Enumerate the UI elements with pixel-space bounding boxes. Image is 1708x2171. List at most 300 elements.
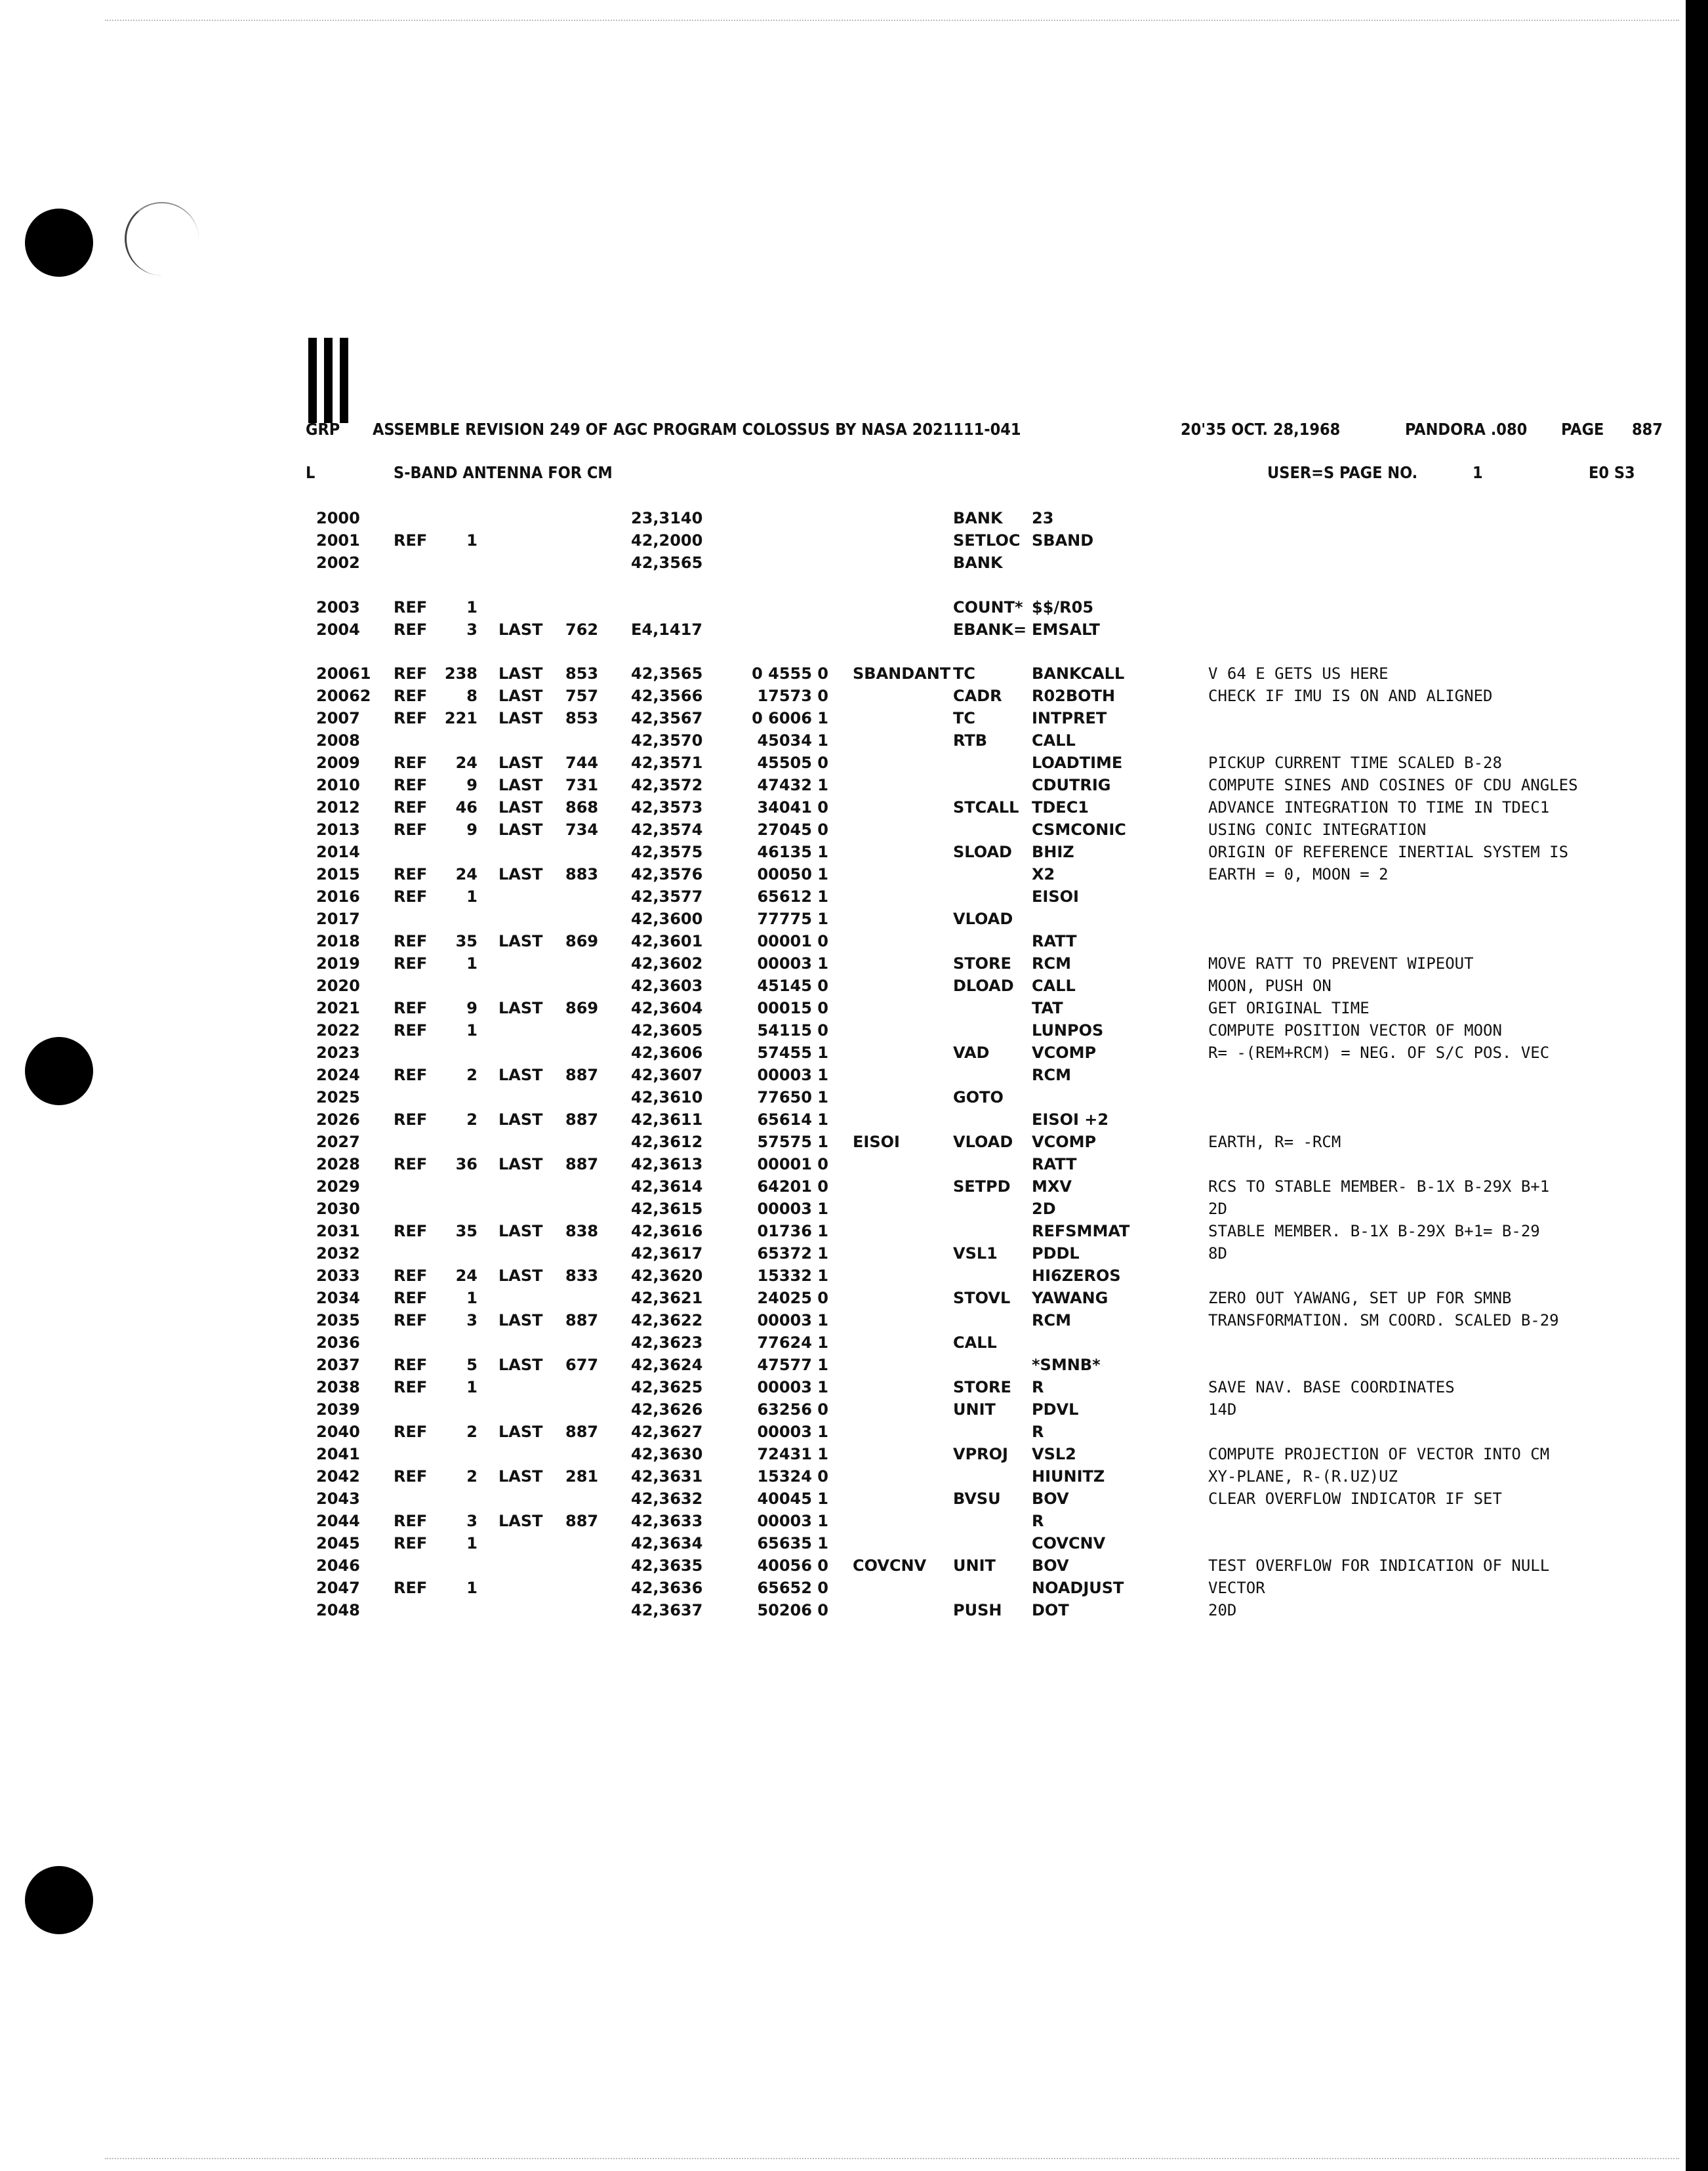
- cell-addr: 42,3601: [631, 932, 703, 950]
- cell-seq: 2035: [316, 1311, 360, 1329]
- cell-cnt: 3: [466, 1512, 478, 1530]
- cell-addr: 42,3621: [631, 1289, 703, 1307]
- cell-seq: 2014: [316, 843, 360, 861]
- cell-addr: 42,3565: [631, 664, 703, 683]
- cell-lbl: COVCNV: [853, 1556, 927, 1575]
- cell-code: 15332 1: [757, 1267, 828, 1285]
- cell-lnum: 677: [565, 1356, 599, 1374]
- cell-cmt: COMPUTE SINES AND COSINES OF CDU ANGLES: [1208, 776, 1578, 794]
- cell-opr: RATT: [1032, 1155, 1077, 1173]
- cell-last: LAST: [498, 1267, 543, 1285]
- cell-cnt: 2: [466, 1423, 478, 1441]
- cell-code: 47577 1: [757, 1356, 828, 1374]
- section-title: S-BAND ANTENNA FOR CM: [394, 463, 613, 482]
- listing-row: [0, 1177, 1679, 1200]
- cell-lnum: 868: [565, 798, 599, 817]
- cell-opr: EMSALT: [1032, 620, 1100, 639]
- cell-seq: 2000: [316, 509, 360, 527]
- cell-cmt: PICKUP CURRENT TIME SCALED B-28: [1208, 754, 1502, 772]
- listing-row: [0, 1356, 1679, 1378]
- cell-ref: REF: [394, 754, 428, 772]
- cell-addr: 42,3603: [631, 977, 703, 995]
- cell-opr: BOV: [1032, 1490, 1069, 1508]
- cell-ref: REF: [394, 664, 428, 683]
- cell-code: 45505 0: [757, 754, 828, 772]
- cell-cmt: RCS TO STABLE MEMBER- B-1X B-29X B+1: [1208, 1177, 1550, 1196]
- cell-addr: 42,3611: [631, 1110, 703, 1129]
- cell-code: 54115 0: [757, 1021, 828, 1040]
- cell-op: EBANK=: [953, 620, 1027, 639]
- cell-cmt: 2D: [1208, 1200, 1227, 1218]
- cell-addr: 42,3605: [631, 1021, 703, 1040]
- cell-cmt: VECTOR: [1208, 1579, 1265, 1597]
- cell-code: 0 4555 0: [752, 664, 828, 683]
- cell-addr: 42,3577: [631, 887, 703, 906]
- cell-cmt: TEST OVERFLOW FOR INDICATION OF NULL: [1208, 1556, 1550, 1575]
- listing-row: [0, 687, 1679, 709]
- cell-cmt: ADVANCE INTEGRATION TO TIME IN TDEC1: [1208, 798, 1550, 817]
- cell-ref: REF: [394, 598, 428, 617]
- cell-seq: 2043: [316, 1490, 360, 1508]
- cell-cnt: 46: [455, 798, 478, 817]
- cell-addr: 42,3622: [631, 1311, 703, 1329]
- listing-row: [0, 1423, 1679, 1445]
- cell-cmt: XY-PLANE, R-(R.UZ)UZ: [1208, 1467, 1398, 1486]
- cell-op: TC: [953, 664, 975, 683]
- cell-addr: 42,3566: [631, 687, 703, 705]
- cell-code: 00001 0: [757, 1155, 828, 1173]
- cell-lnum: 887: [565, 1155, 599, 1173]
- cell-code: 00015 0: [757, 999, 828, 1017]
- cell-cmt: 20D: [1208, 1601, 1237, 1619]
- listing-row: [0, 798, 1679, 821]
- cell-addr: 42,3625: [631, 1378, 703, 1396]
- cell-seq: 20062: [316, 687, 371, 705]
- cell-addr: 42,3637: [631, 1601, 703, 1619]
- cell-op: VSL1: [953, 1244, 998, 1263]
- cell-ref: REF: [394, 1512, 428, 1530]
- cell-op: STCALL: [953, 798, 1019, 817]
- cell-op: STOVL: [953, 1289, 1011, 1307]
- cell-ref: REF: [394, 1267, 428, 1285]
- cell-ref: REF: [394, 1356, 428, 1374]
- cell-code: 77775 1: [757, 910, 828, 928]
- listing-row: [0, 776, 1679, 798]
- cell-code: 24025 0: [757, 1289, 828, 1307]
- cell-opr: VCOMP: [1032, 1133, 1097, 1151]
- listing-row: [0, 1378, 1679, 1400]
- listing-row: [0, 1311, 1679, 1333]
- cell-cnt: 9: [466, 821, 478, 839]
- cell-code: 77650 1: [757, 1088, 828, 1106]
- cell-opr: TDEC1: [1032, 798, 1089, 817]
- cell-cnt: 1: [466, 1579, 478, 1597]
- cell-ref: REF: [394, 1534, 428, 1552]
- cell-opr: X2: [1032, 865, 1055, 883]
- cell-cmt: MOVE RATT TO PREVENT WIPEOUT: [1208, 954, 1474, 973]
- cell-cmt: ORIGIN OF REFERENCE INERTIAL SYSTEM IS: [1208, 843, 1569, 861]
- cell-last: LAST: [498, 1356, 543, 1374]
- cell-last: LAST: [498, 1512, 543, 1530]
- cell-code: 65652 0: [757, 1579, 828, 1597]
- cell-code: 00003 1: [757, 1066, 828, 1084]
- cell-last: LAST: [498, 821, 543, 839]
- cell-addr: 42,3607: [631, 1066, 703, 1084]
- listing-row: [0, 887, 1679, 910]
- cell-ref: REF: [394, 887, 428, 906]
- cell-cnt: 35: [455, 1222, 478, 1240]
- cell-ref: REF: [394, 1289, 428, 1307]
- cell-seq: 2004: [316, 620, 360, 639]
- cell-seq: 2032: [316, 1244, 360, 1263]
- cell-addr: 42,3624: [631, 1356, 703, 1374]
- cell-code: 00003 1: [757, 1423, 828, 1441]
- cell-cnt: 1: [466, 887, 478, 906]
- listing-row: [0, 1579, 1679, 1601]
- cell-cmt: 8D: [1208, 1244, 1227, 1263]
- cell-seq: 2026: [316, 1110, 360, 1129]
- cell-code: 00003 1: [757, 954, 828, 973]
- listing-row: [0, 1333, 1679, 1356]
- listing-row: [0, 1155, 1679, 1177]
- listing-row: [0, 754, 1679, 776]
- cell-opr: RCM: [1032, 1311, 1071, 1329]
- cell-last: LAST: [498, 776, 543, 794]
- cell-seq: 2012: [316, 798, 360, 817]
- listing-row: [0, 1400, 1679, 1423]
- cell-seq: 2046: [316, 1556, 360, 1575]
- cell-seq: 2013: [316, 821, 360, 839]
- cell-cnt: 221: [444, 709, 478, 727]
- cell-lnum: 757: [565, 687, 599, 705]
- cell-opr: CALL: [1032, 731, 1076, 750]
- cell-cnt: 2: [466, 1066, 478, 1084]
- cell-code: 45145 0: [757, 977, 828, 995]
- cell-code: 00050 1: [757, 865, 828, 883]
- cell-last: LAST: [498, 1222, 543, 1240]
- cell-opr: R: [1032, 1512, 1044, 1530]
- cell-last: LAST: [498, 1311, 543, 1329]
- cell-lnum: 853: [565, 709, 599, 727]
- cell-cnt: 1: [466, 954, 478, 973]
- cell-addr: 42,3635: [631, 1556, 703, 1575]
- cell-addr: 42,3576: [631, 865, 703, 883]
- listing-row: [0, 1088, 1679, 1110]
- cell-op: VPROJ: [953, 1445, 1008, 1463]
- cell-addr: 42,3604: [631, 999, 703, 1017]
- listing-row: [0, 598, 1679, 620]
- cell-opr: BHIZ: [1032, 843, 1074, 861]
- cell-ref: REF: [394, 776, 428, 794]
- listing-row: [0, 1244, 1679, 1267]
- cell-cnt: 1: [466, 531, 478, 550]
- cell-lnum: 887: [565, 1066, 599, 1084]
- cell-seq: 2020: [316, 977, 360, 995]
- cell-cmt: R= -(REM+RCM) = NEG. OF S/C POS. VEC: [1208, 1044, 1550, 1062]
- cell-last: LAST: [498, 999, 543, 1017]
- cell-ref: REF: [394, 1222, 428, 1240]
- cell-cmt: COMPUTE POSITION VECTOR OF MOON: [1208, 1021, 1502, 1040]
- listing-row: [0, 1289, 1679, 1311]
- cell-code: 27045 0: [757, 821, 828, 839]
- listing-row: [0, 1267, 1679, 1289]
- cell-seq: 2041: [316, 1445, 360, 1463]
- cell-code: 46135 1: [757, 843, 828, 861]
- cell-lnum: 869: [565, 999, 599, 1017]
- cell-ref: REF: [394, 798, 428, 817]
- cell-addr: 42,3613: [631, 1155, 703, 1173]
- cell-seq: 2033: [316, 1267, 360, 1285]
- cell-ref: REF: [394, 932, 428, 950]
- cell-code: 50206 0: [757, 1601, 828, 1619]
- cell-opr: LUNPOS: [1032, 1021, 1104, 1040]
- cell-seq: 2045: [316, 1534, 360, 1552]
- listing-row: [0, 709, 1679, 731]
- cell-seq: 2023: [316, 1044, 360, 1062]
- cell-cnt: 35: [455, 932, 478, 950]
- listing-row: [0, 1200, 1679, 1222]
- cell-cmt: V 64 E GETS US HERE: [1208, 664, 1389, 683]
- cell-opr: MXV: [1032, 1177, 1072, 1196]
- cell-opr: HIUNITZ: [1032, 1467, 1105, 1486]
- cell-cnt: 8: [466, 687, 478, 705]
- cell-op: BVSU: [953, 1490, 1001, 1508]
- cell-cnt: 3: [466, 1311, 478, 1329]
- cell-cnt: 1: [466, 1289, 478, 1307]
- cell-ref: REF: [394, 1110, 428, 1129]
- cell-seq: 2001: [316, 531, 360, 550]
- cell-addr: 42,3570: [631, 731, 703, 750]
- cell-opr: LOADTIME: [1032, 754, 1123, 772]
- page-label: PAGE: [1561, 420, 1604, 439]
- listing-row: [0, 954, 1679, 977]
- cell-cnt: 9: [466, 999, 478, 1017]
- cell-code: 47432 1: [757, 776, 828, 794]
- cell-op: UNIT: [953, 1556, 996, 1575]
- cell-opr: CALL: [1032, 977, 1076, 995]
- cell-lbl: EISOI: [853, 1133, 900, 1151]
- cell-op: CALL: [953, 1333, 997, 1352]
- page-number: 887: [1632, 420, 1663, 439]
- cell-opr: EISOI +2: [1032, 1110, 1109, 1129]
- cell-seq: 2017: [316, 910, 360, 928]
- cell-cnt: 24: [455, 1267, 478, 1285]
- cell-seq: 2003: [316, 598, 360, 617]
- cell-last: LAST: [498, 1066, 543, 1084]
- cell-code: 01736 1: [757, 1222, 828, 1240]
- cell-op: CADR: [953, 687, 1002, 705]
- cell-addr: 42,3571: [631, 754, 703, 772]
- listing-row: [0, 821, 1679, 843]
- listing-row: [0, 999, 1679, 1021]
- listing-row: [0, 910, 1679, 932]
- cell-cmt: MOON, PUSH ON: [1208, 977, 1332, 995]
- listing-row: [0, 620, 1679, 643]
- cell-code: 00001 0: [757, 932, 828, 950]
- listing-row: [0, 1133, 1679, 1155]
- cell-seq: 2022: [316, 1021, 360, 1040]
- cell-op: TC: [953, 709, 975, 727]
- cell-code: 65614 1: [757, 1110, 828, 1129]
- binder-bars: [308, 338, 350, 423]
- cell-ref: REF: [394, 821, 428, 839]
- cell-addr: 42,2000: [631, 531, 703, 550]
- cell-seq: 2007: [316, 709, 360, 727]
- cell-seq: 2048: [316, 1601, 360, 1619]
- cell-code: 00003 1: [757, 1311, 828, 1329]
- cell-code: 65612 1: [757, 887, 828, 906]
- scan-edge-bar: [1686, 0, 1708, 2171]
- cell-last: LAST: [498, 1423, 543, 1441]
- cell-cnt: 238: [444, 664, 478, 683]
- cell-seq: 2009: [316, 754, 360, 772]
- cell-cnt: 24: [455, 865, 478, 883]
- cell-ref: REF: [394, 620, 428, 639]
- listing-row: [0, 531, 1679, 554]
- cell-lnum: 887: [565, 1311, 599, 1329]
- cell-seq: 2044: [316, 1512, 360, 1530]
- cell-cnt: 1: [466, 1534, 478, 1552]
- cell-addr: 42,3627: [631, 1423, 703, 1441]
- cell-last: LAST: [498, 865, 543, 883]
- cell-seq: 2025: [316, 1088, 360, 1106]
- cell-addr: 42,3612: [631, 1133, 703, 1151]
- cell-addr: 42,3567: [631, 709, 703, 727]
- listing-row: [0, 1601, 1679, 1623]
- cell-seq: 2015: [316, 865, 360, 883]
- listing-row: [0, 1534, 1679, 1556]
- cell-code: 00003 1: [757, 1378, 828, 1396]
- cell-seq: 2016: [316, 887, 360, 906]
- cell-seq: 2028: [316, 1155, 360, 1173]
- cell-seq: 2047: [316, 1579, 360, 1597]
- cell-addr: 42,3631: [631, 1467, 703, 1486]
- cell-last: LAST: [498, 664, 543, 683]
- cell-seq: 2036: [316, 1333, 360, 1352]
- cell-opr: R: [1032, 1423, 1044, 1441]
- user-page-number: 1: [1473, 463, 1483, 482]
- cell-lnum: 838: [565, 1222, 599, 1240]
- listing-row: [0, 1021, 1679, 1044]
- cell-ref: REF: [394, 1021, 428, 1040]
- cell-last: LAST: [498, 754, 543, 772]
- cell-seq: 2037: [316, 1356, 360, 1374]
- punch-hole-top: [25, 209, 93, 277]
- cell-cmt: ZERO OUT YAWANG, SET UP FOR SMNB: [1208, 1289, 1512, 1307]
- cell-ref: REF: [394, 1311, 428, 1329]
- listing-row: [0, 1222, 1679, 1244]
- cell-addr: 23,3140: [631, 509, 703, 527]
- cell-addr: 42,3620: [631, 1267, 703, 1285]
- cell-addr: 42,3614: [631, 1177, 703, 1196]
- listing-row: [0, 554, 1679, 576]
- eo-code: E0 S3: [1589, 463, 1635, 482]
- cell-opr: EISOI: [1032, 887, 1079, 906]
- cell-opr: RATT: [1032, 932, 1077, 950]
- cell-cnt: 36: [455, 1155, 478, 1173]
- cell-cmt: 14D: [1208, 1400, 1237, 1419]
- listing-row: [0, 1110, 1679, 1133]
- cell-seq: 2019: [316, 954, 360, 973]
- cell-addr: 42,3617: [631, 1244, 703, 1263]
- cell-last: LAST: [498, 620, 543, 639]
- cell-code: 00003 1: [757, 1200, 828, 1218]
- cell-seq: 2030: [316, 1200, 360, 1218]
- grp-mark: GRP: [306, 420, 340, 439]
- cell-lnum: 734: [565, 821, 599, 839]
- cell-op: UNIT: [953, 1400, 996, 1419]
- cell-addr: E4,1417: [631, 620, 703, 639]
- cell-ref: REF: [394, 1066, 428, 1084]
- cell-opr: BANKCALL: [1032, 664, 1125, 683]
- cell-opr: NOADJUST: [1032, 1579, 1124, 1597]
- cell-addr: 42,3602: [631, 954, 703, 973]
- cell-addr: 42,3615: [631, 1200, 703, 1218]
- cell-cmt: EARTH, R= -RCM: [1208, 1133, 1341, 1151]
- listing-row: [0, 1066, 1679, 1088]
- cell-code: 57455 1: [757, 1044, 828, 1062]
- cell-cmt: COMPUTE PROJECTION OF VECTOR INTO CM: [1208, 1445, 1550, 1463]
- cell-ref: REF: [394, 999, 428, 1017]
- cell-ref: REF: [394, 1155, 428, 1173]
- cell-code: 40045 1: [757, 1490, 828, 1508]
- cell-ref: REF: [394, 1378, 428, 1396]
- cell-seq: 2018: [316, 932, 360, 950]
- cell-addr: 42,3632: [631, 1490, 703, 1508]
- cell-opr: R02BOTH: [1032, 687, 1116, 705]
- cell-code: 77624 1: [757, 1333, 828, 1352]
- listing-row: [0, 509, 1679, 531]
- cell-lnum: 883: [565, 865, 599, 883]
- cell-code: 45034 1: [757, 731, 828, 750]
- cell-lnum: 833: [565, 1267, 599, 1285]
- cell-cnt: 1: [466, 598, 478, 617]
- cell-seq: 2034: [316, 1289, 360, 1307]
- cell-ref: REF: [394, 954, 428, 973]
- cell-addr: 42,3600: [631, 910, 703, 928]
- cell-addr: 42,3606: [631, 1044, 703, 1062]
- cell-addr: 42,3630: [631, 1445, 703, 1463]
- listing-row: [0, 1467, 1679, 1490]
- cell-opr: CSMCONIC: [1032, 821, 1126, 839]
- cell-lnum: 281: [565, 1467, 599, 1486]
- listing-row: [0, 1490, 1679, 1512]
- cell-seq: 2024: [316, 1066, 360, 1084]
- cell-op: STORE: [953, 1378, 1011, 1396]
- cell-last: LAST: [498, 1110, 543, 1129]
- cell-opr: YAWANG: [1032, 1289, 1108, 1307]
- cell-opr: REFSMMAT: [1032, 1222, 1130, 1240]
- listing-title: ASSEMBLE REVISION 249 OF AGC PROGRAM COLOSSUS BY NASA 2021111-041: [373, 420, 1021, 439]
- cell-seq: 2039: [316, 1400, 360, 1419]
- cell-opr: COVCNV: [1032, 1534, 1106, 1552]
- listing-datetime: 20'35 OCT. 28,1968: [1181, 420, 1341, 439]
- cell-code: 00003 1: [757, 1512, 828, 1530]
- cell-op: SLOAD: [953, 843, 1012, 861]
- punch-hole-bottom: [25, 1866, 93, 1934]
- cell-cnt: 5: [466, 1356, 478, 1374]
- cell-code: 34041 0: [757, 798, 828, 817]
- cell-op: STORE: [953, 954, 1011, 973]
- cell-cmt: TRANSFORMATION. SM COORD. SCALED B-29: [1208, 1311, 1559, 1329]
- cell-cmt: CHECK IF IMU IS ON AND ALIGNED: [1208, 687, 1493, 705]
- listing-row: [0, 1556, 1679, 1579]
- cell-addr: 42,3634: [631, 1534, 703, 1552]
- cell-addr: 42,3574: [631, 821, 703, 839]
- cell-seq: 20061: [316, 664, 371, 683]
- listing-row: [0, 865, 1679, 887]
- listing-row: [0, 664, 1679, 687]
